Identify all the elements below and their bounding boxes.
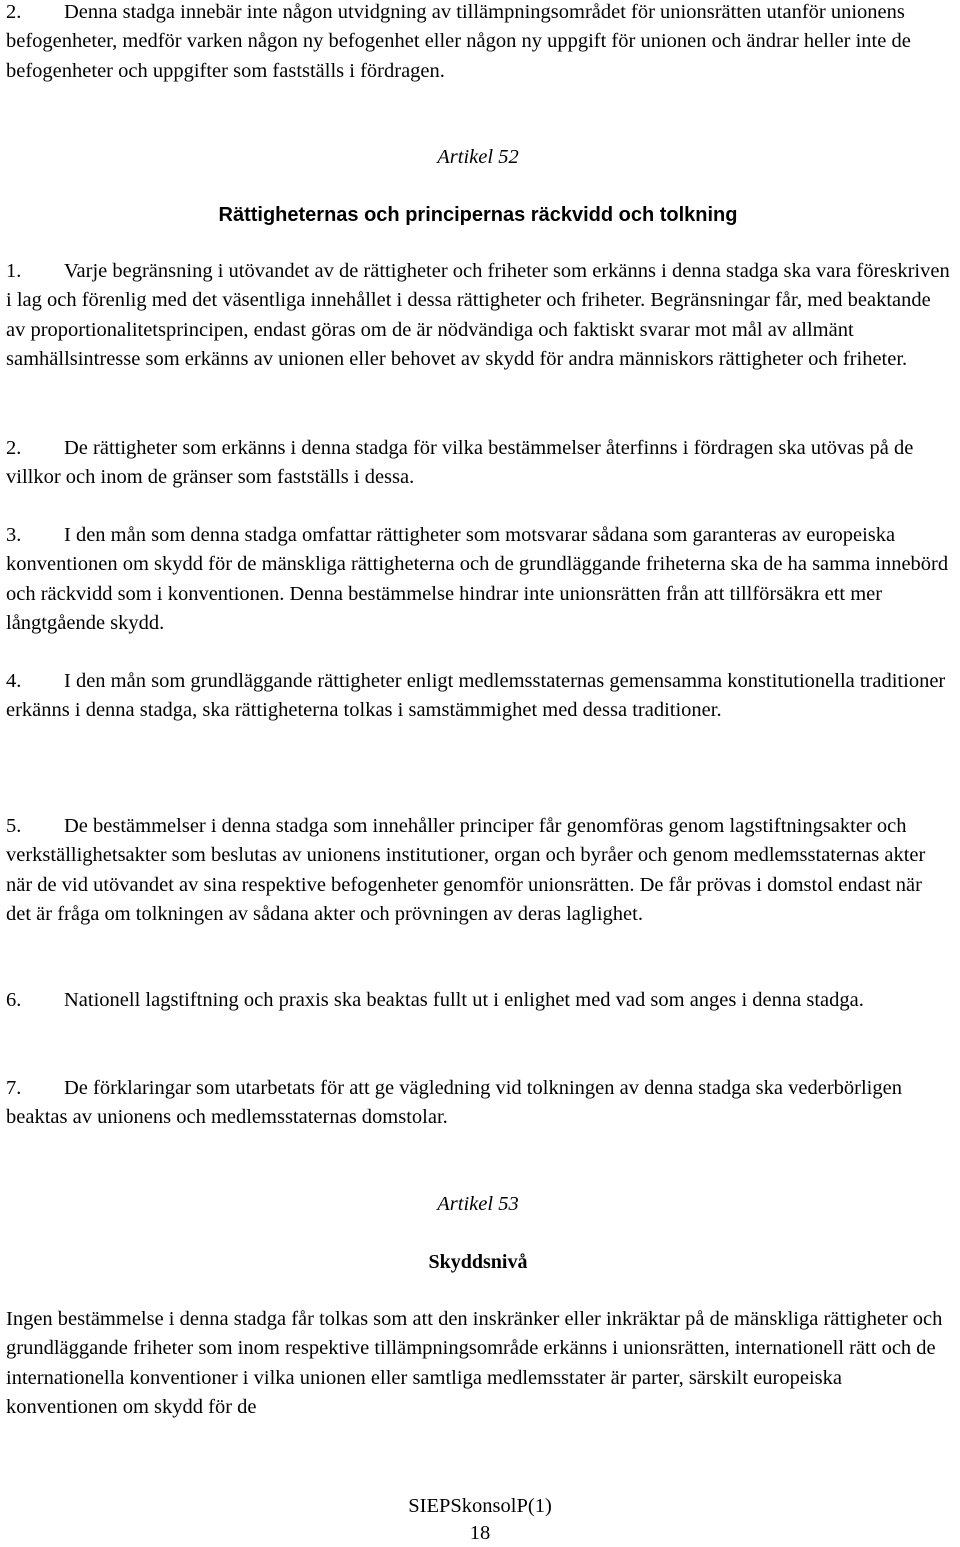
paragraph-number: 3. (6, 524, 22, 546)
paragraph-number: 2. (6, 1, 22, 23)
paragraph-text: De bestämmelser i denna stadga som innehåller principer får genomföras genom lagstiftningsakter och verkställighetsakter som beslutas av unionens institutioner, organ och byråer och genom medlemsstaternas akter när de vid utövandet av sina respektive befogenheter genomför unionsrätten. De får prövas i domstol endast när det är fråga om tolkningen av sådana akter och prövningen av deras laglighet. (6, 815, 926, 926)
article-52-paragraph-4 (6, 667, 950, 726)
paragraph-2-scope (6, 0, 950, 86)
article-52-paragraph-3 (6, 521, 950, 639)
paragraph-number: 2. (6, 437, 22, 459)
article-52-paragraph-1 (6, 257, 950, 375)
paragraph-number: 6. (6, 989, 22, 1011)
paragraph-number: 1. (6, 260, 22, 282)
article-53-heading: Skyddsnivå (428, 1251, 528, 1273)
document-id: SIEPSkonsolP(1) (408, 1495, 552, 1517)
paragraph-text: De förklaringar som utarbetats för att ge vägledning vid tolkningen av denna stadga ska vederbörligen beaktas av unionens och medlemsstaternas domstolar. (6, 1077, 902, 1129)
paragraph-text: I den mån som grundläggande rättigheter enligt medlemsstaternas gemensamma konstitutionella traditioner erkänns i denna stadga, ska rättigheterna tolkas i samstämmighet med dessa traditioner. (6, 670, 946, 722)
article-52-paragraph-6 (6, 986, 896, 1015)
article-52-paragraph-2 (6, 434, 950, 493)
article-52-heading: Rättigheternas och principernas räckvidd och tolkning (218, 204, 738, 226)
paragraph-text: Nationell lagstiftning och praxis ska beaktas fullt ut i enlighet med vad som anges i denna stadga. (64, 989, 864, 1011)
paragraph-text: De rättigheter som erkänns i denna stadga för vilka bestämmelser återfinns i fördragen ska utövas på de villkor och inom de gränser som fastställs i dessa. (6, 437, 914, 489)
paragraph-text: Denna stadga innebär inte någon utvidgning av tillämpningsområdet för unionsrätten utanför unionens befogenheter, medför varken någon ny befogenhet eller någon ny uppgift för unionen och ändrar heller inte de befogenheter och uppgifter som fastställs i fördragen. (6, 1, 911, 82)
paragraph-text: I den mån som denna stadga omfattar rättigheter som motsvarar sådana som garanteras av europeiska konventionen om skydd för de mänskliga rättigheterna och de grundläggande friheterna ska de ha samma innebörd och räckvidd som i konventionen. Denna bestämmelse hindrar inte unionsrätten från att tillförsäkra ett mer långtgående skydd. (6, 524, 949, 635)
paragraph-text: Varje begränsning i utövandet av de rättigheter och friheter som erkänns i denna stadga ska vara föreskriven i lag och förenlig med det väsentliga innehållet i dessa rättigheter och friheter. Begränsningar får, med beaktande av proportionalitetsprincipen, endast göras om de är nödvändiga och faktiskt svarar mot mål av allmänt samhällsintresse som erkänns av unionen eller behovet av skydd för andra människors rättigheter och friheter. (6, 260, 950, 371)
article-52-title: Artikel 52 (437, 146, 519, 168)
page-footer (0, 1493, 960, 1547)
page-number: 18 (469, 1522, 491, 1544)
paragraph-number: 5. (6, 815, 22, 837)
article-53-paragraph: Ingen bestämmelse i denna stadga får tolkas som att den inskränker eller inkräktar på de mänskliga rättigheter och grundläggande friheter som inom respektive tillämpningsområde erkänns i unionsrätten, internationell rätt och de internationella konventioner i vilka unionen eller samtliga medlemsstater är parter, särskilt europeiska konventionen om skydd för de (6, 1308, 943, 1419)
article-52-paragraph-5 (6, 812, 950, 930)
paragraph-number: 4. (6, 670, 22, 692)
paragraph-number: 7. (6, 1077, 22, 1099)
article-53-title: Artikel 53 (437, 1193, 519, 1215)
article-52-paragraph-7 (6, 1074, 950, 1133)
